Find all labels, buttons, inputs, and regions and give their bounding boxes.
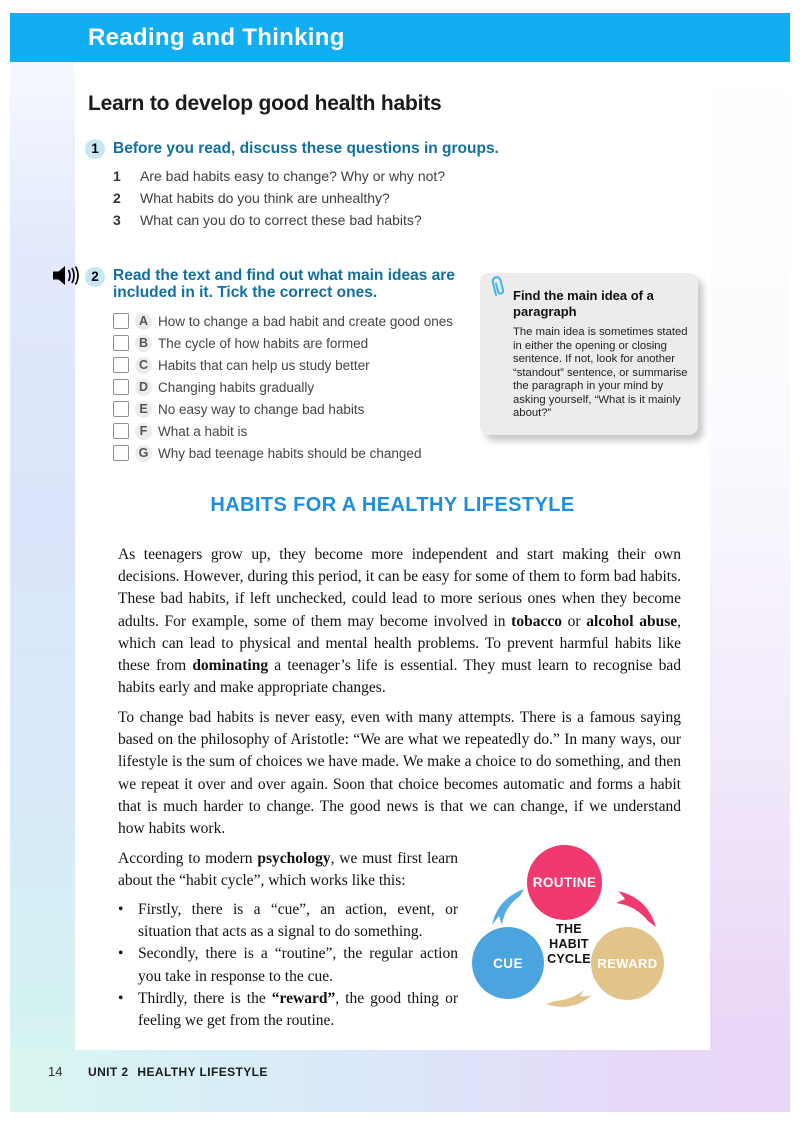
bullet-text: Thirdly, there is the “reward”, the good thing or feeling we get from the routine. <box>138 989 458 1030</box>
paperclip-icon <box>487 273 511 307</box>
bullet-item <box>118 988 458 1032</box>
option-row-b <box>113 332 453 354</box>
question-text: What can you do to correct these bad habits? <box>140 212 422 228</box>
option-letter: F <box>135 423 152 440</box>
routine-circle <box>527 845 602 920</box>
option-text: What a habit is <box>158 423 248 439</box>
option-row-d <box>113 376 453 398</box>
bullet-text: Secondly, there is a “routine”, the regular action you take in response to the cue. <box>138 945 458 985</box>
footer-unit-label: UNIT 2 HEALTHY LIFESTYLE <box>88 1065 268 1079</box>
tip-box <box>480 273 698 435</box>
cue-circle <box>472 927 544 999</box>
question-row <box>113 191 445 206</box>
bullet-text: Firstly, there is a “cue”, an action, event, or situation that acts as a signal to do something. <box>138 901 458 941</box>
option-row-c <box>113 354 453 376</box>
option-row-a <box>113 310 453 332</box>
activity2-options <box>113 310 453 464</box>
activity2-instruction: Read the text and find out what main ideas are included in it. Tick the correct ones. <box>113 267 455 301</box>
speaker-icon <box>53 265 80 291</box>
article-title: HABITS FOR A HEALTHY LIFESTYLE <box>210 494 575 516</box>
activity1-question-list <box>113 169 445 235</box>
section-header-bar <box>10 13 790 62</box>
checkbox-b[interactable] <box>113 335 129 351</box>
arrow-cue-to-routine <box>492 889 524 925</box>
activity1-number-badge: 1 <box>85 139 105 159</box>
question-row <box>113 169 445 184</box>
option-letter: G <box>135 445 152 462</box>
option-text: Changing habits gradually <box>158 379 315 395</box>
option-row-e <box>113 398 453 420</box>
tip-body: The main idea is sometimes stated in either the opening or closing sentence. If not, look for another “standout” sentence, or summarise the paragraph in your mind by asking yourself, “What is it mainly about?” <box>513 326 688 419</box>
option-text: The cycle of how habits are formed <box>158 335 369 351</box>
tip-title: Find the main idea of a paragraph <box>513 288 654 319</box>
reward-circle <box>591 927 664 1000</box>
activity1-instruction: Before you read, discuss these questions in groups. <box>113 140 499 157</box>
page-title: Learn to develop good health habits <box>88 92 442 115</box>
arrow-routine-to-reward <box>616 891 656 927</box>
bullet-marker: • <box>118 989 124 1007</box>
activity2-number-badge: 2 <box>85 267 105 287</box>
article-paragraph-3: According to modern psychology, we must first learn about the “habit cycle”, which works like this: <box>118 850 458 890</box>
cycle-center-label: THE HABIT CYCLE <box>547 922 591 966</box>
checkbox-d[interactable] <box>113 379 129 395</box>
checkbox-c[interactable] <box>113 357 129 373</box>
bullet-item <box>118 899 458 943</box>
option-letter: C <box>135 357 152 374</box>
bullet-marker: • <box>118 945 124 963</box>
option-text: How to change a bad habit and create good ones <box>158 313 453 329</box>
article-paragraph-2: To change bad habits is never easy, even with many attempts. There is a famous saying based on the philosophy of Aristotle: “We are what we repeatedly do.” In many ways, our lifestyle is the sum of choices we have made. We make a choice to do something, and then we repeat it over and over again. Soon that choice becomes automatic and forms a habit that is much harder to change. The good news is that we can change, if we understand how habits work. <box>118 709 681 838</box>
page-border-left <box>10 13 75 1112</box>
question-number: 1 <box>113 168 121 184</box>
page-border-bottom <box>10 1050 790 1112</box>
option-row-g <box>113 442 453 464</box>
article-paragraph-1: As teenagers grow up, they become more independent and start making their own decisions. However, during this period, it can be easy for some of them to form bad habits. These bad habits, if left unchecked, could lead to more serious ones when they become adults. For example, some of them may become involved in tobacco or alcohol abuse, which can lead to physical and mental health problems. To prevent harmful habits like these from dominating a teenager’s life is essential. They must learn to recognise bad habits early and make appropriate changes. <box>118 546 681 697</box>
option-letter: A <box>135 313 152 330</box>
question-text: Are bad habits easy to change? Why or why not? <box>140 168 446 184</box>
article-bullet-list <box>118 899 458 1032</box>
page-border-right <box>710 62 790 1112</box>
checkbox-g[interactable] <box>113 445 129 461</box>
option-row-f <box>113 420 453 442</box>
checkbox-f[interactable] <box>113 423 129 439</box>
cue-label: CUE <box>493 955 523 971</box>
option-text: No easy way to change bad habits <box>158 401 365 417</box>
option-letter: D <box>135 379 152 396</box>
section-header-title: Reading and Thinking <box>88 24 345 51</box>
checkbox-a[interactable] <box>113 313 129 329</box>
checkbox-e[interactable] <box>113 401 129 417</box>
option-letter: E <box>135 401 152 418</box>
page-number: 14 <box>48 1064 63 1079</box>
arrow-reward-to-cue <box>546 990 592 1007</box>
option-text: Why bad teenage habits should be changed <box>158 445 422 461</box>
option-letter: B <box>135 335 152 352</box>
habit-cycle-diagram <box>470 843 706 1018</box>
question-number: 2 <box>113 190 121 206</box>
reward-label: REWARD <box>597 956 658 971</box>
question-row <box>113 213 445 228</box>
question-number: 3 <box>113 212 121 228</box>
bullet-item <box>118 943 458 987</box>
bullet-marker: • <box>118 901 124 918</box>
question-text: What habits do you think are unhealthy? <box>140 190 390 206</box>
routine-label: ROUTINE <box>532 875 597 890</box>
option-text: Habits that can help us study better <box>158 357 370 373</box>
